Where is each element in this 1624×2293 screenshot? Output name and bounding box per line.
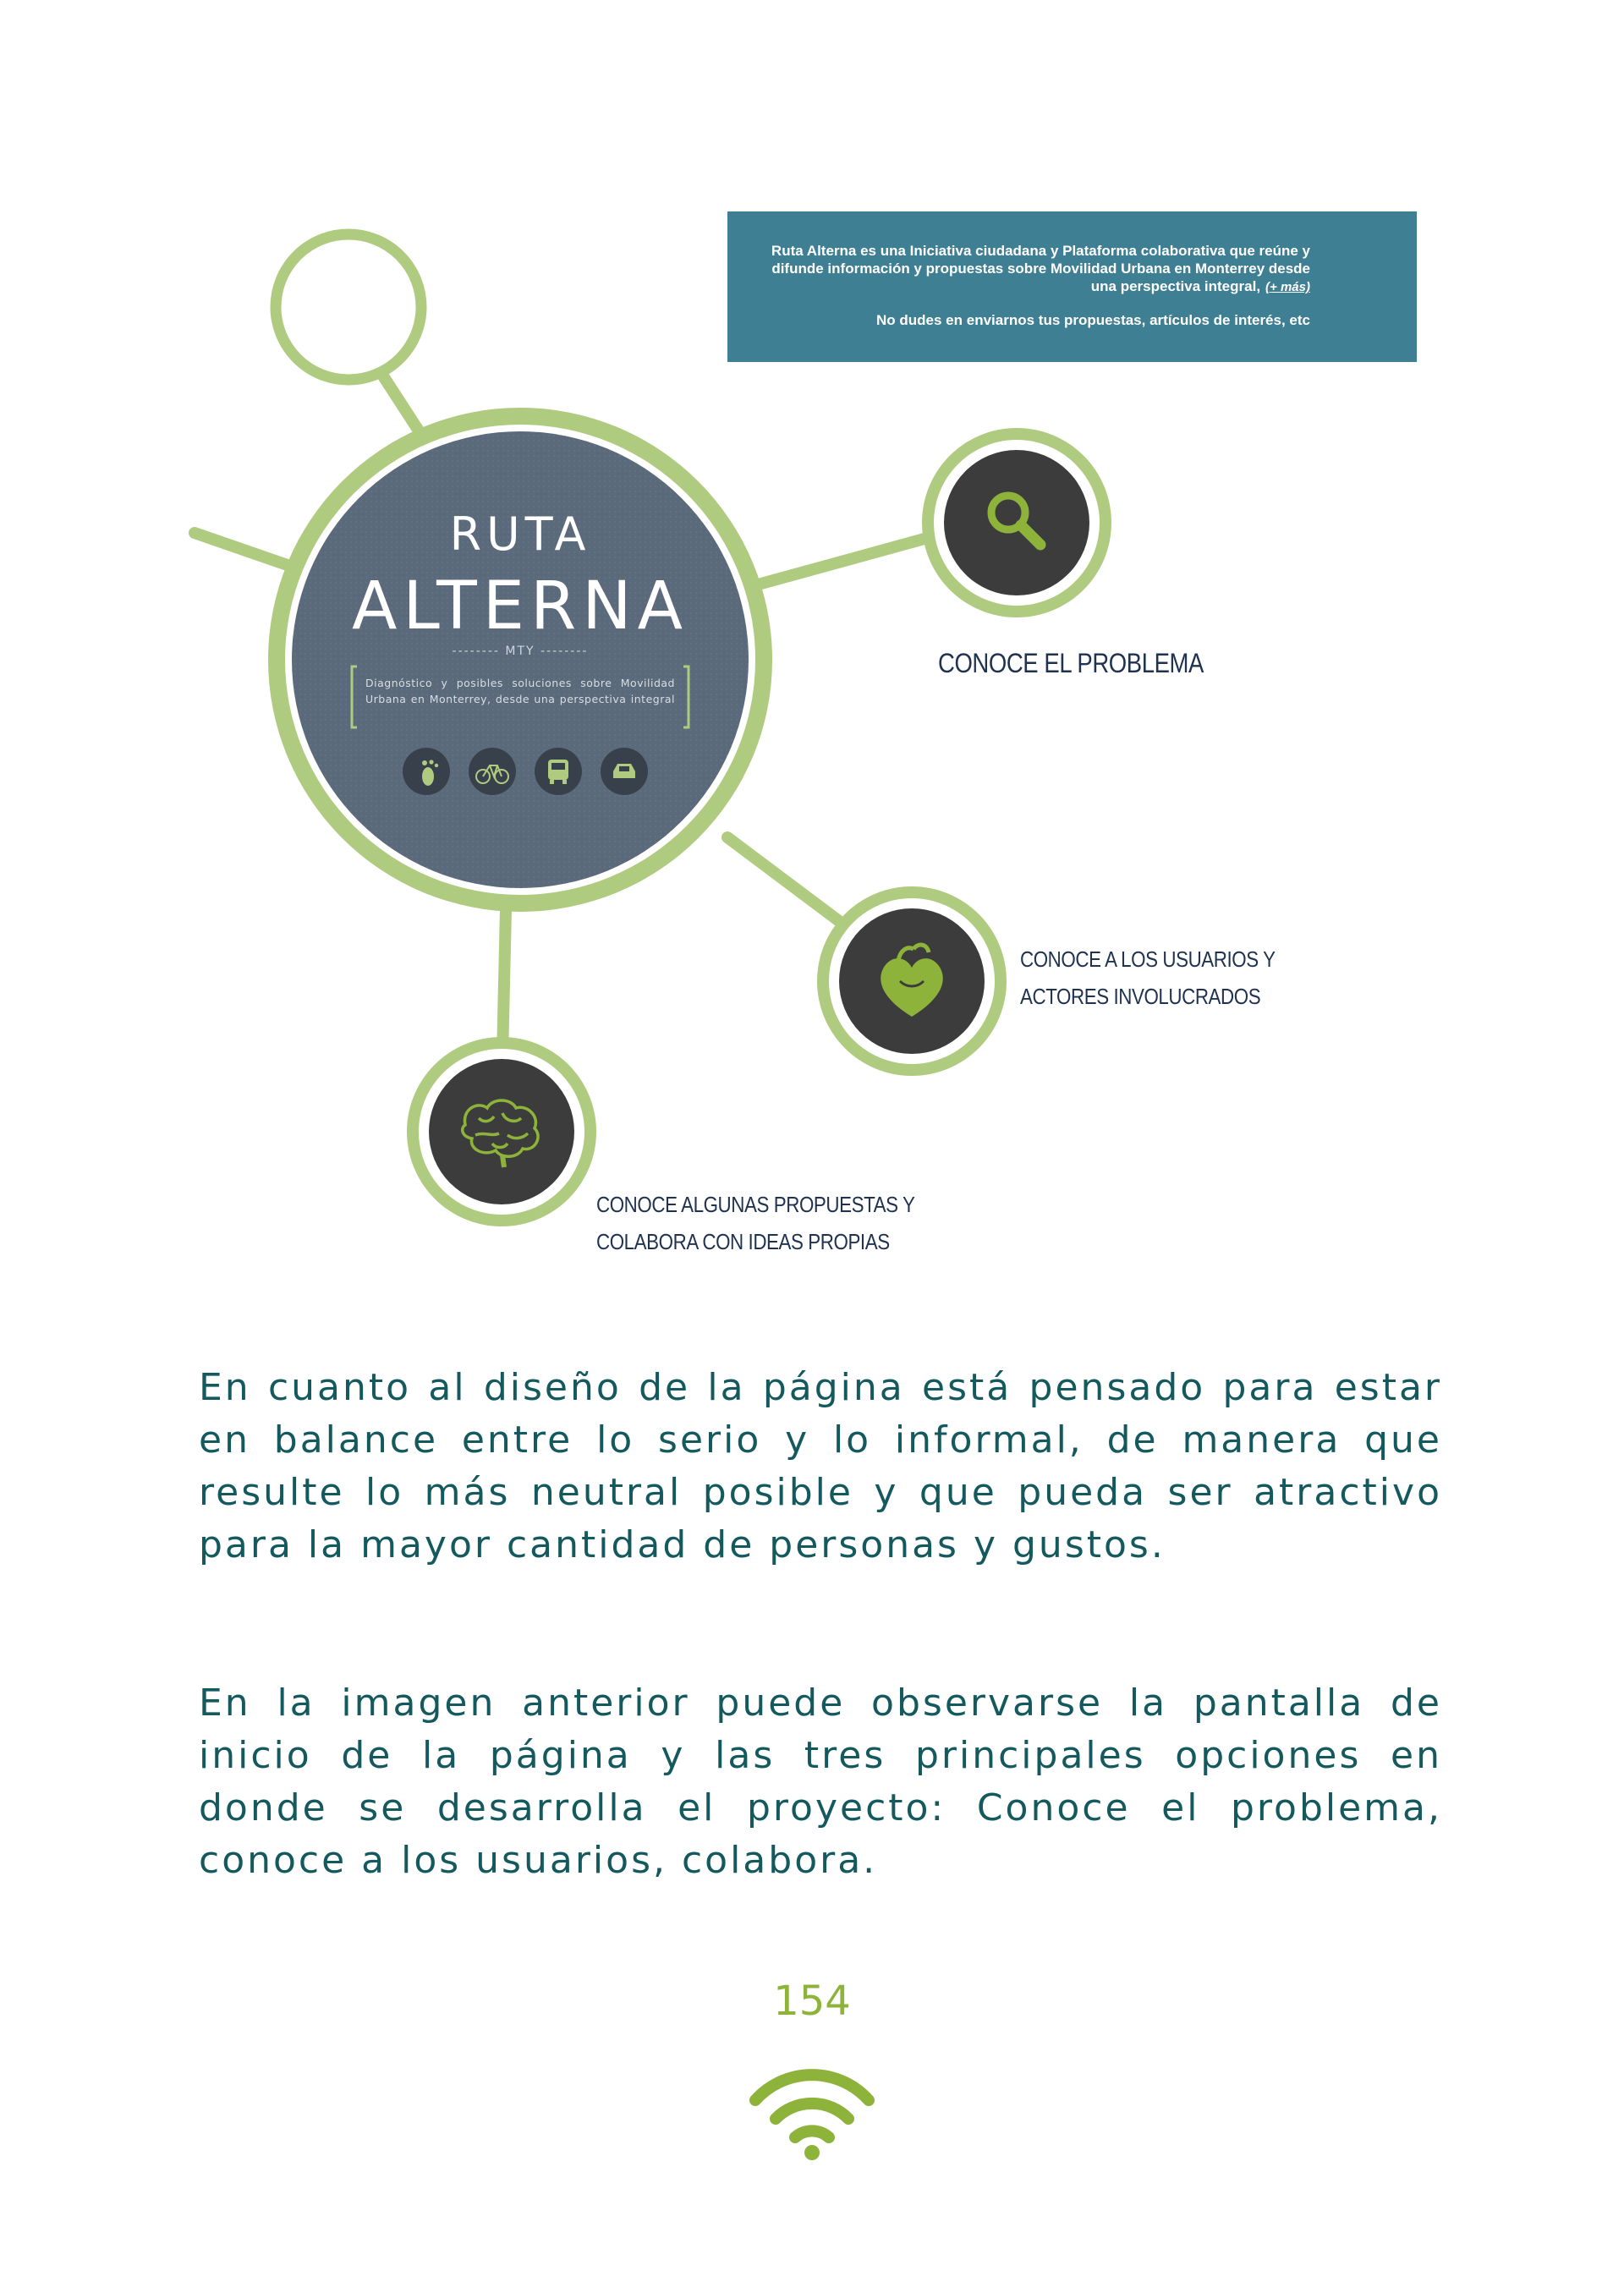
bicycle-icon [469,748,516,795]
page-number: 154 [773,1978,851,2025]
body-paragraph-1: En cuanto al diseño de la página está pensado para estar en balance entre lo serio y lo informal, de manera que resulte lo más neutral posible y que pueda ser atractivo para la mayor cantidad de personas y gustos. [199,1366,1442,1566]
about-description: Ruta Alterna es una Iniciativa ciudadana y Plataforma colaborativa que reúne y difunde información y propuestas sobre Movilidad Urbana en Monterrey desde una perspectiva integral, (+ más) [771,243,1310,294]
ruta-alterna-homepage-figure [186,195,1455,1294]
logo-ruta: RUTA [449,507,591,561]
car-icon [601,748,648,795]
footprint-icon [403,748,450,795]
logo-mty: -------- MTY -------- [452,645,589,658]
label-line: ACTORES INVOLUCRADOS [1020,984,1261,1009]
node-conoce-a-los-usuarios[interactable] [817,886,1007,1076]
label-line: CONOCE ALGUNAS PROPUESTAS Y [596,1192,915,1217]
label-line: COLABORA CON IDEAS PROPIAS [596,1229,890,1254]
label-line: CONOCE EL PROBLEMA [938,648,1204,678]
node-conoce-algunas-propuestas[interactable] [407,1037,596,1226]
node-conoce-el-problema[interactable] [922,428,1111,617]
label-conoce-algunas-propuestas[interactable] [596,1186,914,1260]
label-line: CONOCE A LOS USUARIOS Y [1020,946,1276,972]
body-paragraph-2: En la imagen anterior puede observarse la pantalla de inicio de la página y las tres principales opciones en donde se desarrolla el proyecto: Conoce el problema, conoce a los usuarios, colabora. [199,1681,1442,1882]
small-empty-ring [276,234,421,380]
bus-icon [535,748,582,795]
more-link[interactable]: (+ más) [1265,280,1310,294]
hub-description: Diagnóstico y posibles soluciones sobre Movilidad Urbana en Monterrey, desde una perspectiva integral [365,677,675,705]
contact-invitation: No dudes en enviarnos tus propuestas, artículos de interés, etc [876,312,1310,328]
about-info-box [727,211,1417,362]
logo-alterna: ALTERNA [352,568,689,645]
main-hub-circle [268,408,772,912]
label-conoce-a-los-usuarios[interactable] [1020,941,1276,1015]
label-conoce-el-problema[interactable] [938,645,1204,682]
wifi-icon [749,2060,875,2161]
